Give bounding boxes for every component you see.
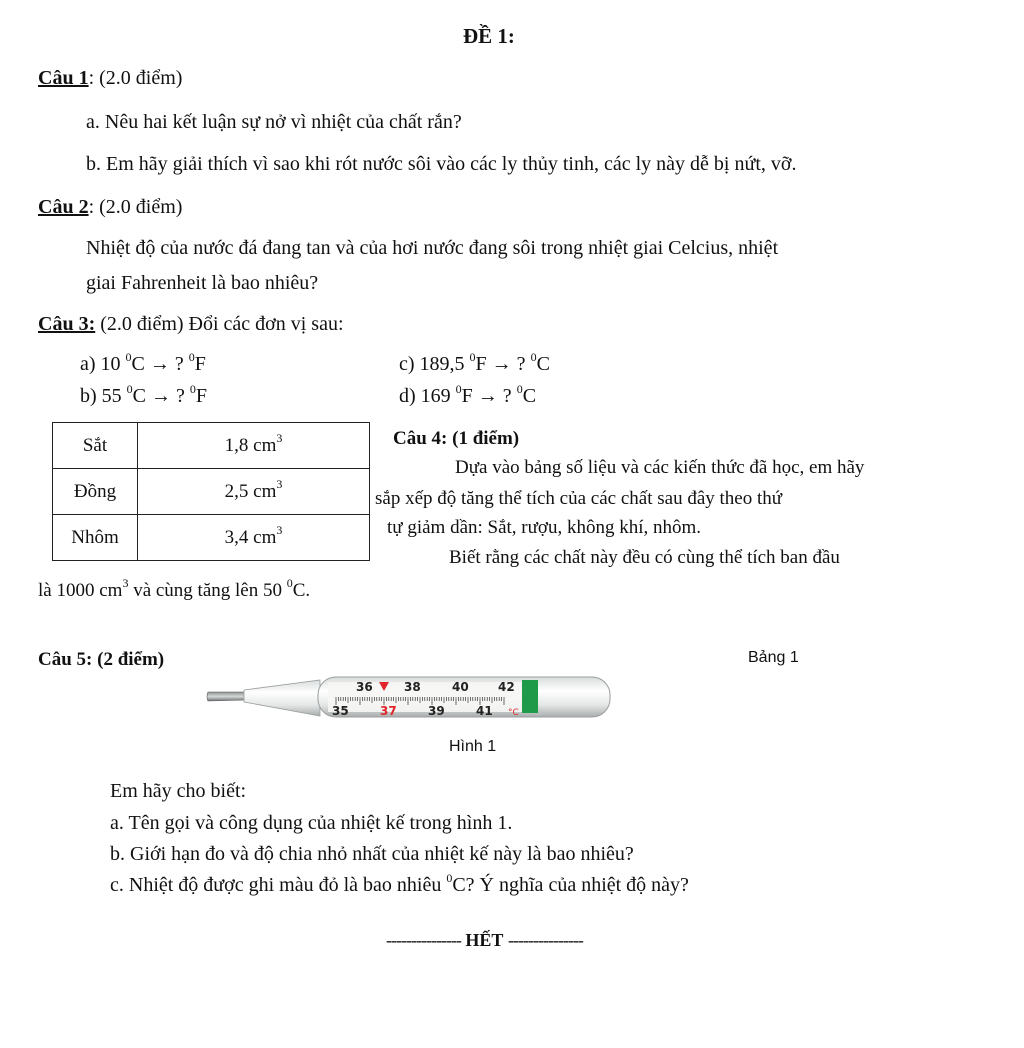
conversion-item-a: a) 10 $^0$C → ? $^0$F	[80, 350, 206, 375]
conversion-item-c: c) 189,5 $^0$F → ? $^0$C	[399, 350, 550, 375]
question-2-heading	[38, 195, 182, 219]
thermometer-label: 42	[498, 680, 515, 694]
question-2-text-line-2: giai Fahrenheit là bao nhiêu?	[86, 272, 319, 294]
thermometer-illustration	[200, 670, 620, 722]
table-cell-value: 2,5 $cm^3$	[138, 469, 370, 515]
question-1-part-a: a. Nêu hai kết luận sự nở vì nhiệt của chất rắn?	[86, 111, 462, 133]
thermometer-label: 39	[428, 704, 445, 718]
thermometer-label: 40	[452, 680, 469, 694]
question-5-part-a: a. Tên gọi và công dụng của nhiệt kế trong hình 1.	[110, 812, 513, 834]
thermometer-green-band	[522, 680, 538, 713]
end-label: HẾT	[465, 930, 504, 950]
question-1-points: : (2.0 điểm)	[88, 67, 183, 89]
question-4-line-3: tự giảm dần: Sắt, rượu, không khí, nhôm.	[387, 517, 702, 538]
question-4-line-2: sắp xếp độ tăng thể tích của các chất sau đây theo thứ	[375, 488, 783, 509]
table-row	[53, 515, 370, 561]
thermometer-neck	[244, 680, 320, 716]
question-5-part-b: b. Giới hạn đo và độ chia nhỏ nhất của nhiệt kế này là bao nhiêu?	[110, 843, 634, 865]
question-2-points: : (2.0 điểm)	[88, 196, 183, 218]
question-3-label: Câu 3:	[38, 313, 96, 335]
table-row	[53, 469, 370, 515]
thermometer-label: 38	[404, 680, 421, 694]
question-4-line-4: Biết rằng các chất này đều có cùng thể tích ban đầu	[449, 547, 840, 568]
volume-table	[52, 422, 370, 561]
thermometer-label: 36	[356, 680, 373, 694]
page-title: ĐỀ 1:	[463, 24, 515, 48]
table-cell-name: Nhôm	[53, 515, 138, 561]
question-5-heading: Câu 5: (2 điểm)	[38, 649, 165, 670]
thermometer-label: 41	[476, 704, 493, 718]
question-3-points: (2.0 điểm) Đổi các đơn vị sau:	[95, 313, 344, 335]
thermometer-label: 37	[380, 704, 397, 718]
question-1-part-b: b. Em hãy giải thích vì sao khi rót nước sôi vào các ly thủy tinh, các ly này dễ bị nứt, vỡ.	[86, 153, 797, 175]
question-5-part-c: c. Nhiệt độ được ghi màu đỏ là bao nhiêu $^0$C? Ý nghĩa của nhiệt độ này?	[110, 871, 689, 896]
table-caption: Bảng 1	[748, 649, 799, 666]
thermometer-label: 35	[332, 704, 349, 718]
conversion-item-b: b) 55 $^0$C → ? $^0$F	[80, 382, 208, 407]
question-2-label: Câu 2	[38, 196, 89, 218]
question-1-heading	[38, 66, 182, 90]
question-3-heading	[38, 312, 344, 336]
question-1-label: Câu 1	[38, 67, 89, 89]
thermometer-unit-label: °C	[508, 708, 519, 718]
question-2-text-line-1: Nhiệt độ của nước đá đang tan và của hơi nước đang sôi trong nhiệt giai Celcius, nhiệt	[86, 237, 779, 259]
question-4-line-5: là 1000 $cm^3$ và cùng tăng lên 50 $^0$C.	[38, 576, 311, 601]
conversion-item-d: d) 169 $^0$F → ? $^0$C	[399, 382, 537, 407]
end-marker: --------------- HẾT ---------------	[386, 930, 583, 950]
table-cell-value: 1,8 $cm^3$	[138, 423, 370, 469]
question-4-line-1: Dựa vào bảng số liệu và các kiến thức đã học, em hãy	[455, 457, 865, 478]
question-5-intro: Em hãy cho biết:	[110, 780, 247, 802]
figure-caption: Hình 1	[449, 738, 497, 755]
thermometer-bulb	[207, 692, 246, 701]
table-cell-name: Đồng	[53, 469, 138, 515]
table-cell-name: Sắt	[53, 423, 138, 469]
question-4-heading: Câu 4: (1 điểm)	[393, 428, 520, 449]
table-cell-value: 3,4 $cm^3$	[138, 515, 370, 561]
table-row	[53, 423, 370, 469]
